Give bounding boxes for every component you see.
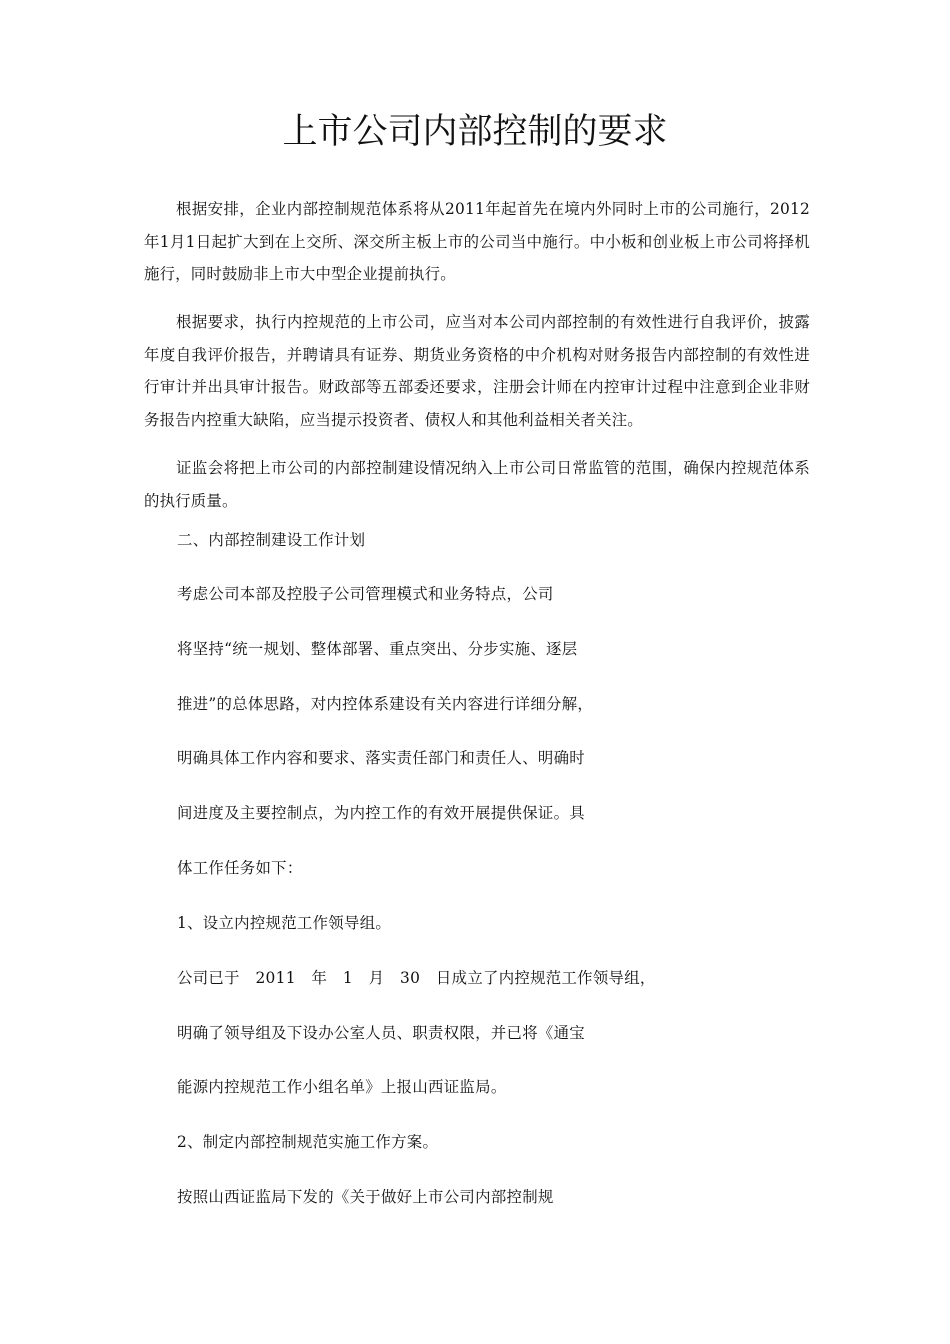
text-line: 明确了领导组及下设办公室人员、职责权限，并已将《通宝: [177, 1024, 585, 1042]
text-line: 明确具体工作内容和要求、落实责任部门和责任人、明确时: [177, 749, 585, 767]
text-line: 按照山西证监局下发的《关于做好上市公司内部控制规: [177, 1188, 554, 1206]
document-title: 上市公司内部控制的要求: [282, 112, 668, 152]
list-item-heading: 2、制定内部控制规范实施工作方案。: [177, 1133, 439, 1151]
text-line: 能源内控规范工作小组名单》上报山西证监局。: [177, 1078, 507, 1096]
text-line: 将坚持“统一规划、整体部署、重点突出、分步实施、逐层: [177, 640, 578, 658]
text-line: 考虑公司本部及控股子公司管理模式和业务特点，公司: [177, 585, 554, 603]
text-line: 公司已于 2011 年 1 月 30 日成立了内控规范工作领导组，: [177, 969, 656, 987]
list-item-heading: 1、设立内控规范工作领导组。: [177, 914, 392, 932]
text-line: 体工作任务如下：: [177, 859, 303, 877]
text-line: 间进度及主要控制点，为内控工作的有效开展提供保证。具: [177, 804, 585, 822]
paragraph-self-evaluation-requirements: 根据要求，执行内控规范的上市公司，应当对本公司内部控制的有效性进行自我评价，披露年度自我评价报告，并聘请具有证券、期货业务资格的中介机构对财务报告内部控制的有效性进行审计并出具审计报告。财政部等五部委还要求，注册会计师在内控审计过程中注意到企业非财务报告内控重大缺陷，应当提示投资者、债权人和其他利益相关者关注。: [144, 313, 810, 429]
text-line: 推进”的总体思路，对内控体系建设有关内容进行详细分解，: [177, 695, 594, 713]
paragraph-implementation-schedule: 根据安排，企业内部控制规范体系将从2011年起首先在境内外同时上市的公司施行，2012年1月1日起扩大到在上交所、深交所主板上市的公司当中施行。中小板和创业板上市公司将择机施行，同时鼓励非上市大中型企业提前执行。: [144, 200, 810, 283]
paragraph-csrc-supervision: 证监会将把上市公司的内部控制建设情况纳入上市公司日常监管的范围，确保内控规范体系的执行质量。: [144, 459, 810, 510]
section-heading-work-plan: 二、内部控制建设工作计划: [177, 531, 366, 549]
